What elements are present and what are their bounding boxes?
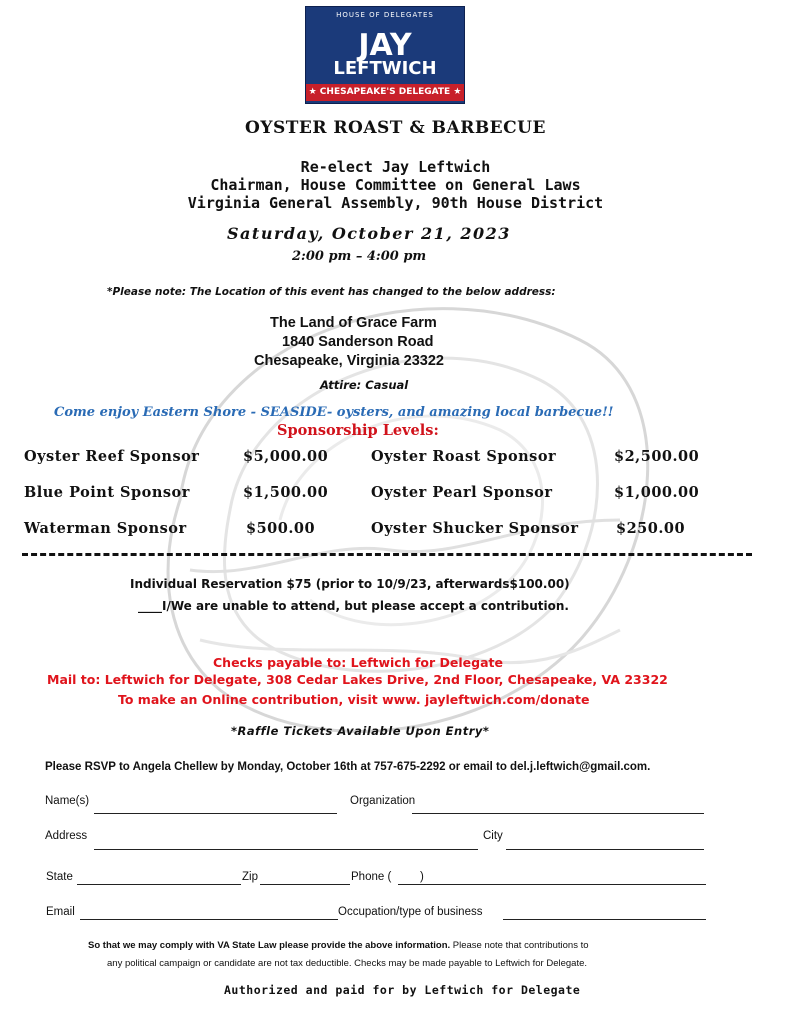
attire: Attire: Casual bbox=[320, 378, 409, 392]
sponsor-level-name: Waterman Sponsor bbox=[24, 520, 187, 537]
city-field[interactable] bbox=[506, 849, 704, 850]
occupation-field[interactable] bbox=[503, 919, 706, 920]
sponsor-level-name: Oyster Shucker Sponsor bbox=[371, 520, 579, 537]
compliance-note-line-1 bbox=[88, 937, 589, 954]
names-label: Name(s) bbox=[45, 795, 90, 807]
organization-field[interactable] bbox=[412, 813, 704, 814]
address-field[interactable] bbox=[94, 849, 478, 850]
email-field[interactable] bbox=[80, 919, 338, 920]
cut-line-divider bbox=[22, 553, 752, 556]
sponsor-level-name: Oyster Roast Sponsor bbox=[371, 448, 557, 465]
mail-to: Mail to: Leftwich for Delegate, 308 Cedar Lakes Drive, 2nd Floor, Chesapeake, VA 23322 bbox=[47, 672, 668, 687]
subtitle-line-2: Chairman, House Committee on General Laws bbox=[210, 176, 581, 194]
phone-close-paren: ) bbox=[420, 871, 424, 883]
sponsor-level-name: Blue Point Sponsor bbox=[24, 484, 190, 501]
compliance-note-bold: So that we may comply with VA State Law please provide the above information. bbox=[88, 940, 451, 951]
event-time: 2:00 pm – 4:00 pm bbox=[292, 249, 427, 264]
contribution-line: ____I/We are unable to attend, but please accept a contribution. bbox=[138, 599, 569, 613]
city-label: City bbox=[483, 830, 503, 842]
names-field[interactable] bbox=[94, 813, 337, 814]
organization-label: Organization bbox=[350, 795, 416, 807]
logo-house-of-delegates: HOUSE OF DELEGATES bbox=[336, 11, 434, 19]
address-line-2: 1840 Sanderson Road bbox=[282, 334, 434, 350]
sponsor-level-amount: $1,000.00 bbox=[614, 484, 700, 501]
come-enjoy-text: Come enjoy Eastern Shore - SEASIDE- oysters, and amazing local barbecue!! bbox=[54, 405, 614, 420]
logo-first-name: JAY bbox=[358, 28, 412, 63]
phone-label: Phone ( bbox=[351, 871, 392, 883]
sponsor-level-amount: $1,500.00 bbox=[243, 484, 329, 501]
raffle-note: *Raffle Tickets Available Upon Entry* bbox=[231, 724, 490, 738]
zip-label: Zip bbox=[242, 871, 258, 883]
event-date: Saturday, October 21, 2023 bbox=[227, 224, 511, 243]
address-line-3: Chesapeake, Virginia 23322 bbox=[254, 353, 444, 369]
email-label: Email bbox=[46, 906, 75, 918]
sponsor-level-amount: $250.00 bbox=[616, 520, 686, 537]
checks-payable: Checks payable to: Leftwich for Delegate bbox=[213, 655, 503, 670]
sponsor-level-name: Oyster Reef Sponsor bbox=[24, 448, 200, 465]
zip-field[interactable] bbox=[260, 884, 350, 885]
location-note: *Please note: The Location of this event has changed to the below address: bbox=[107, 286, 556, 298]
online-contribution: To make an Online contribution, visit www. jayleftwich.com/donate bbox=[118, 692, 590, 707]
individual-reservation: Individual Reservation $75 (prior to 10/9/23, afterwards$100.00) bbox=[130, 577, 570, 591]
sponsor-level-amount: $5,000.00 bbox=[243, 448, 329, 465]
subtitle-line-1: Re-elect Jay Leftwich bbox=[300, 158, 491, 176]
state-label: State bbox=[46, 871, 73, 883]
rsvp-text: Please RSVP to Angela Chellew by Monday, October 16th at 757-675-2292 or email to del.j.leftwich@gmail.com. bbox=[45, 761, 651, 773]
sponsorship-heading: Sponsorship Levels: bbox=[277, 422, 439, 439]
sponsor-level-amount: $2,500.00 bbox=[614, 448, 700, 465]
logo-last-name: LEFTWICH bbox=[333, 58, 437, 79]
event-title: OYSTER ROAST & BARBECUE bbox=[245, 118, 546, 138]
phone-field[interactable] bbox=[398, 884, 706, 885]
address-line-1: The Land of Grace Farm bbox=[270, 315, 437, 331]
logo-band: ★ CHESAPEAKE'S DELEGATE ★ bbox=[306, 84, 464, 101]
compliance-note-line-2: any political campaign or candidate are not tax deductible. Checks may be made payable to Leftwich for Delegate. bbox=[107, 958, 588, 969]
subtitle-line-3: Virginia General Assembly, 90th House District bbox=[187, 194, 604, 212]
address-label: Address bbox=[45, 830, 88, 842]
compliance-note-rest: Please note that contributions to bbox=[450, 940, 589, 951]
campaign-logo bbox=[305, 6, 465, 104]
sponsor-level-name: Oyster Pearl Sponsor bbox=[371, 484, 553, 501]
occupation-label: Occupation/type of business bbox=[338, 906, 483, 918]
sponsor-level-amount: $500.00 bbox=[246, 520, 316, 537]
authorized-by: Authorized and paid for by Leftwich for Delegate bbox=[224, 983, 581, 997]
state-field[interactable] bbox=[77, 884, 241, 885]
